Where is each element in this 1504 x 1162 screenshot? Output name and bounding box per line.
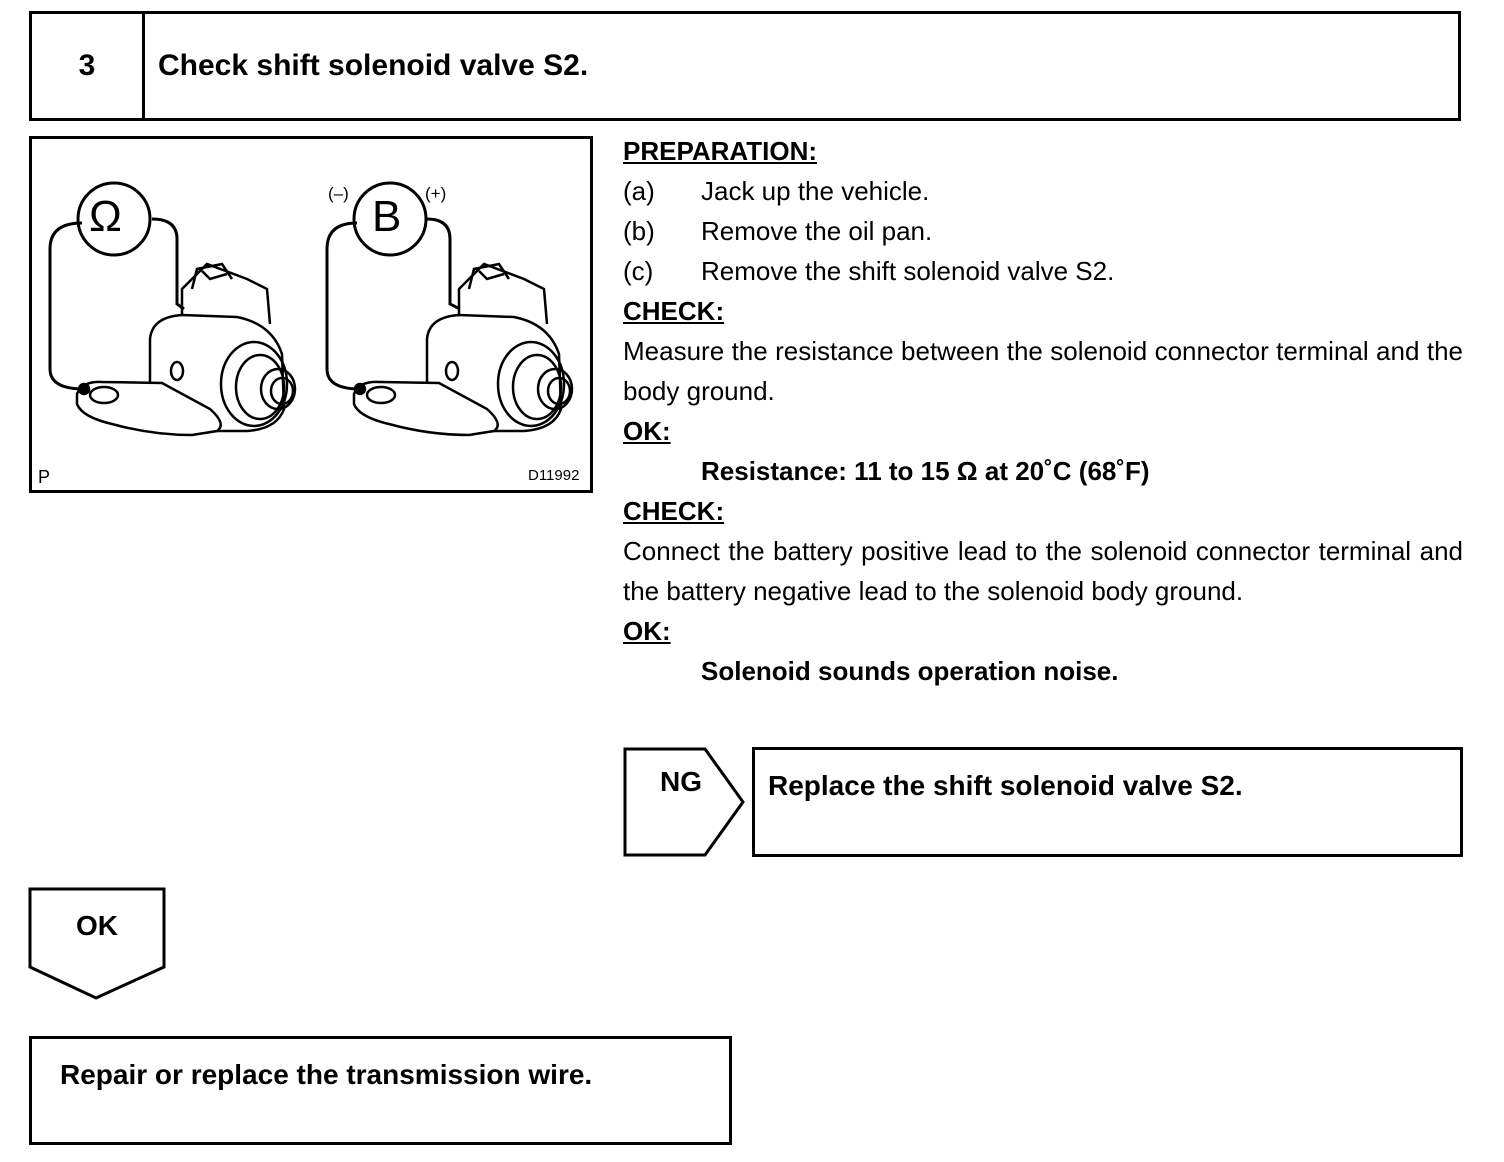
ng-arrow-shape: [623, 747, 747, 859]
ok-heading: OK:: [623, 616, 671, 646]
step-label: (c): [623, 256, 654, 286]
battery-symbol: B: [372, 192, 402, 241]
figure-code: D11992: [528, 467, 580, 484]
step-text: Remove the shift solenoid valve S2.: [701, 256, 1115, 286]
operation-noise-spec: Solenoid sounds operation noise.: [701, 656, 1119, 686]
solenoid-test-illustration: [29, 136, 593, 493]
preparation-heading: PREPARATION:: [623, 136, 818, 166]
ng-action-text: Replace the shift solenoid valve S2.: [768, 770, 1243, 801]
step-header: [29, 11, 1461, 121]
instructions: [623, 131, 1463, 691]
ohmmeter-symbol: Ω: [89, 192, 122, 241]
preparation-step: [623, 171, 1463, 211]
battery-negative-label: (–): [328, 184, 349, 203]
step-text: Remove the oil pan.: [701, 216, 933, 246]
step-title: Check shift solenoid valve S2.: [158, 49, 589, 82]
step-label: (b): [623, 216, 655, 246]
ok-label: OK: [76, 910, 118, 941]
ok-heading: OK:: [623, 416, 671, 446]
check-battery-text: Connect the battery positive lead to the solenoid connector terminal and the battery negative lead to the solenoid body ground.: [623, 536, 1463, 606]
battery-test-drawing: [327, 183, 572, 435]
ok-arrow-shape: [28, 887, 168, 1001]
check-heading: CHECK:: [623, 296, 725, 326]
preparation-step: [623, 211, 1463, 251]
preparation-step: [623, 251, 1463, 291]
check-heading: CHECK:: [623, 496, 725, 526]
resistance-spec: Resistance: 11 to 15 Ω at 20˚C (68˚F): [701, 456, 1150, 486]
figure-corner-label: P: [38, 467, 51, 487]
step-number: 3: [32, 14, 145, 118]
ng-label: NG: [660, 766, 702, 797]
ohmmeter-test-drawing: [50, 183, 295, 435]
check-resistance-text: Measure the resistance between the solenoid connector terminal and the body ground.: [623, 336, 1463, 406]
ok-result-box: [29, 1036, 732, 1145]
battery-positive-label: (+): [425, 184, 447, 203]
step-label: (a): [623, 176, 655, 206]
ng-result-box: [752, 747, 1463, 857]
ok-action-text: Repair or replace the transmission wire.: [60, 1059, 593, 1090]
step-text: Jack up the vehicle.: [701, 176, 930, 206]
